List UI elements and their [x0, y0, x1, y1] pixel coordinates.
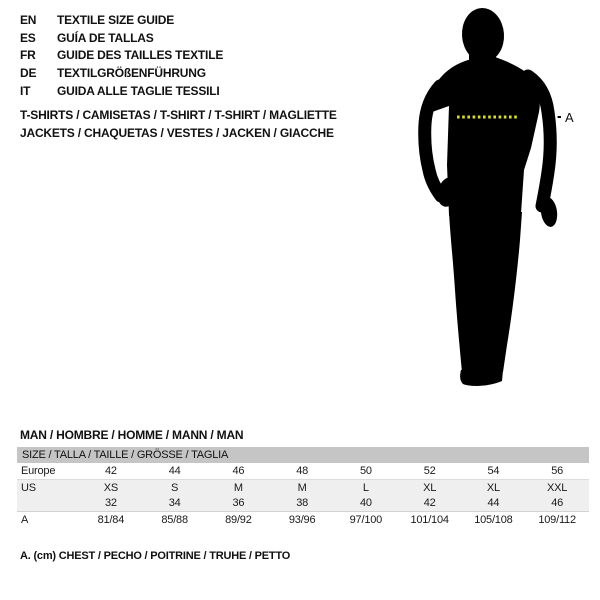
language-code: ES: [20, 30, 36, 45]
language-code: FR: [20, 48, 36, 63]
row-label: US: [21, 482, 36, 494]
size-value: 46: [232, 465, 245, 477]
size-value: XL: [486, 482, 500, 494]
shoe-shape: [460, 370, 503, 386]
language-row: [20, 11, 223, 29]
size-value: 50: [359, 465, 372, 477]
size-value: M: [297, 482, 307, 494]
size-value: 54: [487, 465, 500, 477]
language-title: GUÍA DE TALLAS: [57, 30, 154, 45]
size-value: 52: [423, 465, 436, 477]
row-label: A: [21, 514, 29, 526]
man-silhouette-figure: [402, 0, 582, 400]
size-table-header: SIZE / TALLA / TAILLE / GRÖSSE / TAGLIA: [17, 447, 589, 463]
size-value: 101/104: [410, 514, 449, 526]
man-silhouette: [425, 7, 559, 386]
category-jackets: JACKETS / CHAQUETAS / VESTES / JACKEN / GIACCHE: [20, 125, 334, 140]
size-value: M: [233, 482, 243, 494]
language-row: [20, 82, 223, 100]
size-value: 36: [232, 497, 245, 509]
size-value: XXL: [547, 482, 568, 494]
language-legend: [20, 11, 223, 99]
legs-shape: [449, 212, 522, 372]
size-table-rows: [17, 463, 589, 527]
language-code: IT: [20, 83, 31, 98]
size-value: 85/88: [161, 514, 188, 526]
language-title: TEXTILE SIZE GUIDE: [57, 12, 175, 27]
size-value: 42: [423, 497, 436, 509]
language-code: DE: [20, 65, 37, 80]
size-value: 34: [168, 497, 181, 509]
size-value: 48: [296, 465, 309, 477]
man-silhouette-svg: [402, 0, 582, 400]
size-value: 38: [296, 497, 309, 509]
language-title: TEXTILGRÖßENFÜHRUNG: [57, 65, 206, 80]
size-value: 46: [551, 497, 564, 509]
size-value: 93/96: [288, 514, 316, 526]
row-label: [17, 495, 79, 511]
size-table: [17, 447, 589, 527]
size-table-row: [17, 479, 589, 495]
language-title: GUIDE DES TAILLES TEXTILE: [57, 48, 224, 63]
language-title: GUIDA ALLE TAGLIE TESSILI: [57, 83, 220, 98]
size-value: 81/84: [97, 514, 125, 526]
size-value: 109/112: [538, 514, 576, 526]
language-row: [20, 64, 223, 82]
row-label: Europe: [21, 465, 56, 477]
size-value: 32: [104, 497, 117, 509]
category-tshirts: T-SHIRTS / CAMISETAS / T-SHIRT / T-SHIRT / MAGLIETTE: [20, 108, 337, 122]
size-value: 105/108: [474, 514, 513, 526]
language-row: [20, 46, 223, 64]
category-lines: [20, 107, 337, 142]
size-value: S: [171, 482, 179, 494]
size-value: 97/100: [349, 514, 383, 526]
size-value: 44: [487, 497, 500, 509]
size-table-row: [17, 463, 589, 479]
measurement-footnote: A. (cm) CHEST / PECHO / POITRINE / TRUHE / PETTO: [20, 550, 291, 562]
measure-label-a: A: [565, 110, 574, 125]
size-value: 56: [551, 465, 564, 477]
size-value: L: [362, 482, 369, 494]
size-value: 89/92: [225, 514, 252, 526]
size-value: XS: [103, 482, 119, 494]
language-row: [20, 29, 223, 47]
size-value: 42: [104, 465, 117, 477]
language-code: EN: [20, 12, 37, 27]
size-value: XL: [423, 482, 437, 494]
size-table-row: [17, 511, 589, 527]
section-title-man: MAN / HOMBRE / HOMME / MANN / MAN: [20, 428, 244, 442]
size-value: 44: [168, 465, 181, 477]
size-value: 40: [359, 497, 372, 509]
size-table-row: [17, 495, 589, 511]
